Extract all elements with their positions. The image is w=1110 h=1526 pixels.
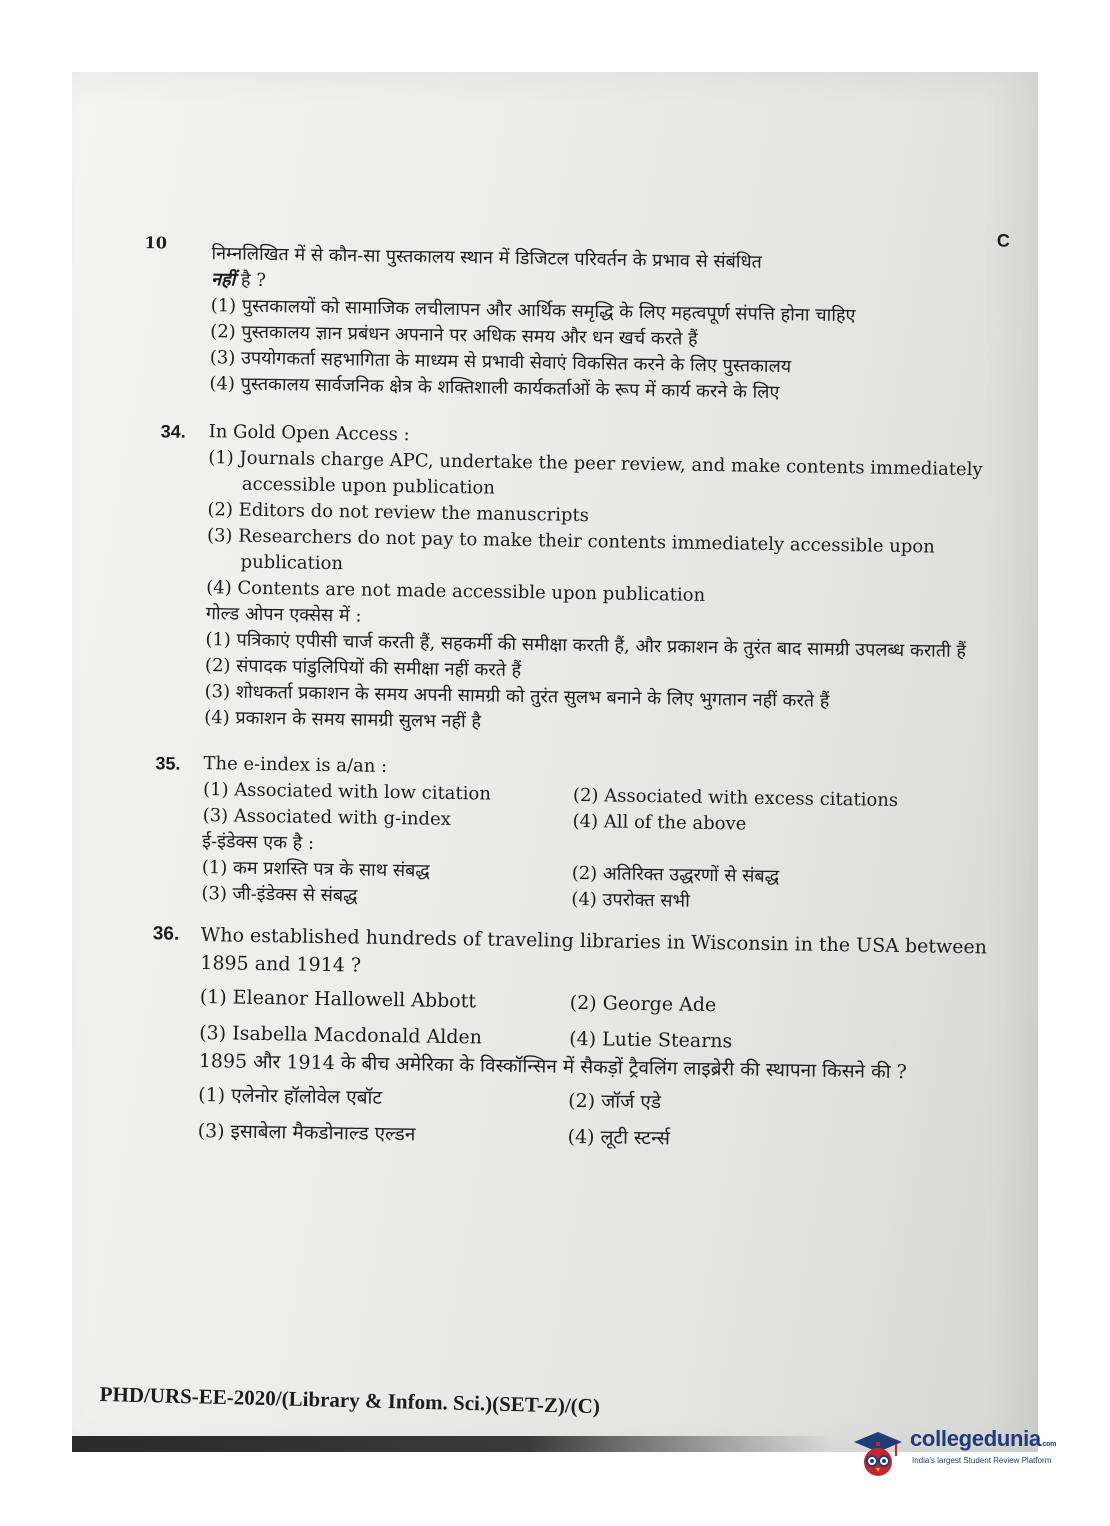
watermark-brand: collegedunia.com: [910, 1426, 1057, 1451]
option-hindi: (1) एलेनोर हॉलोवेल एबॉट: [198, 1084, 383, 1109]
option-hindi: (2) अतिरिक्त उद्धरणों से संबद्ध: [571, 862, 780, 888]
question-stem-hindi: 1895 और 1914 के बीच अमेरिका के विस्कॉन्सिन में सैकड़ों ट्रैवलिंग लाइब्रेरी की स्थापना किसने की ?: [198, 1050, 908, 1084]
option: (2) George Ade: [569, 991, 717, 1017]
watermark-tagline: India's largest Student Review Platform: [912, 1456, 1052, 1465]
page-content: [125, 220, 1009, 1158]
question-35: [129, 750, 1001, 920]
question-stem: In Gold Open Access :: [208, 421, 410, 446]
option: (2) Editors do not review the manuscripts: [207, 499, 590, 527]
option: (4) Contents are not made accessible upon publication: [206, 577, 706, 606]
question-stem-hindi: ई-इंडेक्स एक है :: [202, 831, 315, 854]
option-hindi: (3) शोधकर्ता प्रकाशन के समय अपनी सामग्री को तुरंत सुलभ बनाने के लिए भुगतान नहीं करते हैं: [204, 681, 830, 712]
option-hindi: (4) प्रकाशन के समय सामग्री सुलभ नहीं है: [204, 707, 482, 733]
option: (4) All of the above: [572, 810, 747, 835]
question-number: 35.: [155, 753, 181, 774]
option: (1) Eleanor Hallowell Abbott: [199, 986, 477, 1013]
question-number: 36.: [152, 923, 180, 945]
option: (3) Isabella Macdonald Alden: [199, 1022, 483, 1049]
graduate-owl-icon: [852, 1428, 904, 1480]
question-34: [132, 418, 1007, 744]
watermark-suffix: .com: [1040, 1441, 1057, 1448]
option: (4) Lutie Stearns: [569, 1027, 733, 1053]
option-hindi: (4) उपरोक्त सभी: [571, 888, 690, 912]
option-hindi: (2) जॉर्ज एडे: [568, 1089, 662, 1114]
watermark-logo: [852, 1422, 1088, 1482]
option-hindi: (3) इसाबेला मैकडोनाल्ड एल्डन: [197, 1120, 416, 1146]
option: (2) पुस्तकालय ज्ञान प्रबंधन अपनाने पर अधिक समय और धन खर्च करते हैं: [210, 321, 698, 350]
question-stem: Who established hundreds of traveling libraries in Wisconsin in the USA between 1895 and 1914 ?: [200, 924, 988, 977]
option: (2) Associated with excess citations: [572, 784, 899, 811]
option-hindi: (1) पत्रिकाएं एपीसी चार्ज करती हैं, सहकर्मी की समीक्षा करती हैं, और प्रकाशन के तुरंत बाद सामग्री उपलब्ध कराती हैं: [205, 629, 967, 663]
option-hindi: (2) संपादक पांडुलिपियों की समीक्षा नहीं करते हैं: [204, 655, 522, 682]
option: (3) Researchers do not pay to make their contents immediately accessible upon publication: [206, 525, 935, 575]
option-hindi: (3) जी-इंडेक्स से संबद्ध: [201, 883, 358, 907]
emphasis-word: नहीं: [210, 269, 236, 291]
option: (3) उपयोगकर्ता सहभागिता के माध्यम से प्रभावी सेवाएं विकसित करने के लिए पुस्तकालय: [209, 347, 792, 378]
option: (4) पुस्तकालय सार्वजनिक क्षेत्र के शक्तिशाली कार्यकर्ताओं के रूप में कार्य करने के लिए: [209, 373, 780, 404]
question-36: [125, 920, 998, 1158]
option: (1) पुस्तकालयों को सामाजिक लचीलापन और आर्थिक समृद्धि के लिए महत्वपूर्ण संपत्ति होना चाहिए: [210, 295, 856, 327]
option: (1) Associated with low citation: [202, 779, 492, 805]
set-letter: C: [996, 230, 1010, 251]
question-stem: निम्नलिखित में से कौन-सा पुस्तकालय स्थान में डिजिटल परिवर्तन के प्रभाव से संबंधित नहीं है ?: [210, 243, 763, 291]
option-hindi: (1) कम प्रशस्ति पत्र के साथ संबद्ध: [201, 857, 430, 882]
paper-code-footer: PHD/URS-EE-2020/(Library & Infom. Sci.)(SET-Z)/(C): [99, 1382, 601, 1419]
option: (3) Associated with g-index: [202, 805, 452, 830]
question-number: 34.: [160, 421, 186, 442]
options-grid-hindi: [197, 1081, 996, 1158]
page-edge-shadow: [72, 1436, 832, 1452]
question-33-hindi: [137, 220, 1010, 410]
question-stem-hindi: गोल्ड ओपन एक्सेस में :: [205, 603, 362, 627]
options-grid-hindi: [201, 855, 1000, 920]
question-stem: The e-index is a/an :: [203, 753, 388, 777]
page-number: 10: [144, 233, 168, 253]
option: (1) Journals charge APC, undertake the peer review, and make contents immediately accessible upon publication: [208, 447, 983, 499]
option-hindi: (4) लूटी स्टर्न्स: [567, 1125, 671, 1150]
